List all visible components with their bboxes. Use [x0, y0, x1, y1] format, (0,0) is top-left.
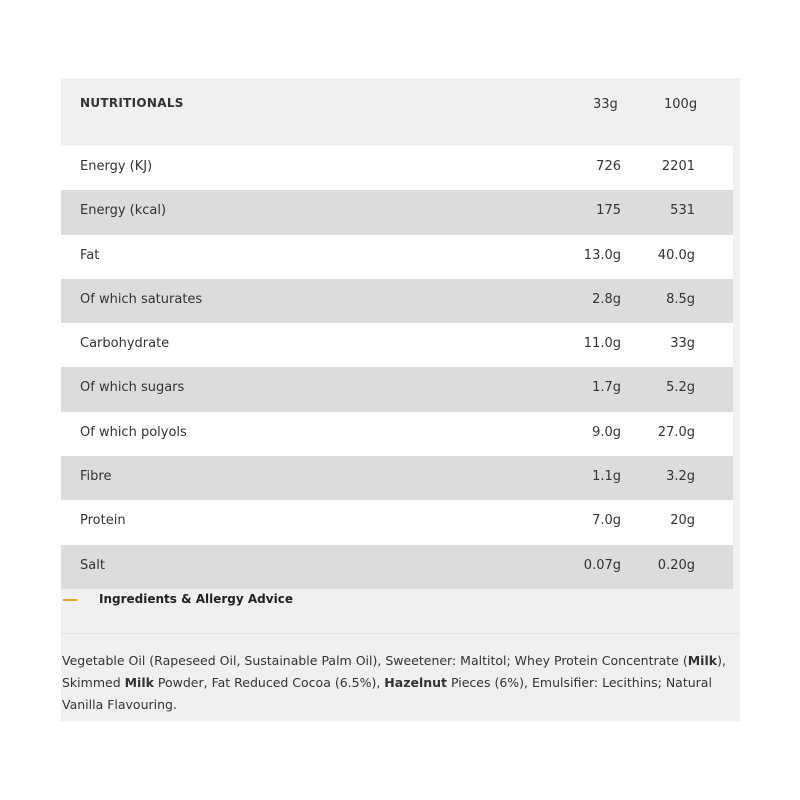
- table-row: [61, 279, 733, 323]
- nutrition-title: NUTRITIONALS: [80, 96, 184, 110]
- ingredients-part: Vegetable Oil (Rapeseed Oil, Sustainable Palm Oil), Sweetener: Maltitol; Whey Protein Concentrate (: [62, 653, 688, 668]
- ingredients-part: ), Skimmed: [62, 653, 726, 690]
- ingredients-part: Powder, Fat Reduced Cocoa (6.5%),: [153, 675, 385, 690]
- row-value-33g: 1.1g: [592, 469, 621, 485]
- allergen-milk: Milk: [124, 675, 154, 690]
- row-value-100g: 5.2g: [666, 380, 695, 396]
- header-col-33g: 33g: [593, 97, 618, 112]
- table-row: [61, 323, 733, 367]
- row-label: Of which sugars: [80, 380, 185, 396]
- collapse-dash-icon[interactable]: [63, 599, 77, 601]
- table-row: [61, 146, 733, 190]
- row-value-33g: 175: [596, 203, 621, 219]
- nutrition-panel: [61, 78, 740, 721]
- table-row: [61, 235, 733, 279]
- row-value-33g: 726: [596, 159, 621, 174]
- row-value-100g: 40.0g: [657, 247, 695, 263]
- row-label: Of which polyols: [80, 424, 187, 440]
- row-label: Energy (KJ): [80, 159, 153, 174]
- row-value-100g: 8.5g: [666, 291, 695, 307]
- row-value-100g: 3.2g: [666, 469, 695, 485]
- ingredients-text: [62, 650, 732, 716]
- row-value-100g: 2201: [661, 159, 695, 174]
- row-value-33g: 1.7g: [592, 380, 621, 396]
- row-label: Of which saturates: [80, 291, 203, 307]
- row-value-33g: 9.0g: [592, 424, 621, 440]
- row-label: Carbohydrate: [80, 336, 170, 352]
- row-label: Protein: [80, 513, 126, 529]
- row-value-33g: 7.0g: [592, 513, 621, 529]
- row-value-33g: 0.07g: [583, 557, 621, 573]
- row-label: Fibre: [80, 469, 112, 485]
- row-label: Fat: [80, 247, 100, 263]
- row-value-100g: 20g: [670, 513, 695, 529]
- row-value-100g: 27.0g: [657, 424, 695, 440]
- allergen-milk: Milk: [687, 653, 718, 668]
- table-row: [61, 367, 733, 411]
- nutrition-table: [61, 146, 733, 589]
- nutrition-header: [61, 78, 740, 146]
- divider: [61, 633, 740, 634]
- row-value-100g: 531: [670, 203, 695, 219]
- row-label: Energy (kcal): [80, 203, 167, 219]
- allergy-accordion-header[interactable]: [61, 589, 740, 619]
- table-row: [61, 190, 733, 234]
- row-value-100g: 0.20g: [657, 557, 695, 573]
- row-value-100g: 33g: [670, 336, 695, 352]
- row-value-33g: 13.0g: [583, 247, 621, 263]
- header-col-100g: 100g: [664, 97, 698, 112]
- table-row: [61, 456, 733, 500]
- row-value-33g: 11.0g: [583, 336, 621, 352]
- table-row: [61, 500, 733, 544]
- ingredients-part: Pieces (6%), Emulsifier: Lecithins; Natural Vanilla Flavouring.: [62, 675, 712, 712]
- allergen-hazelnut: Hazelnut: [384, 675, 448, 690]
- table-row: [61, 545, 733, 589]
- table-row: [61, 412, 733, 456]
- row-label: Salt: [80, 557, 105, 573]
- row-value-33g: 2.8g: [592, 291, 621, 307]
- allergy-title: Ingredients & Allergy Advice: [99, 592, 293, 606]
